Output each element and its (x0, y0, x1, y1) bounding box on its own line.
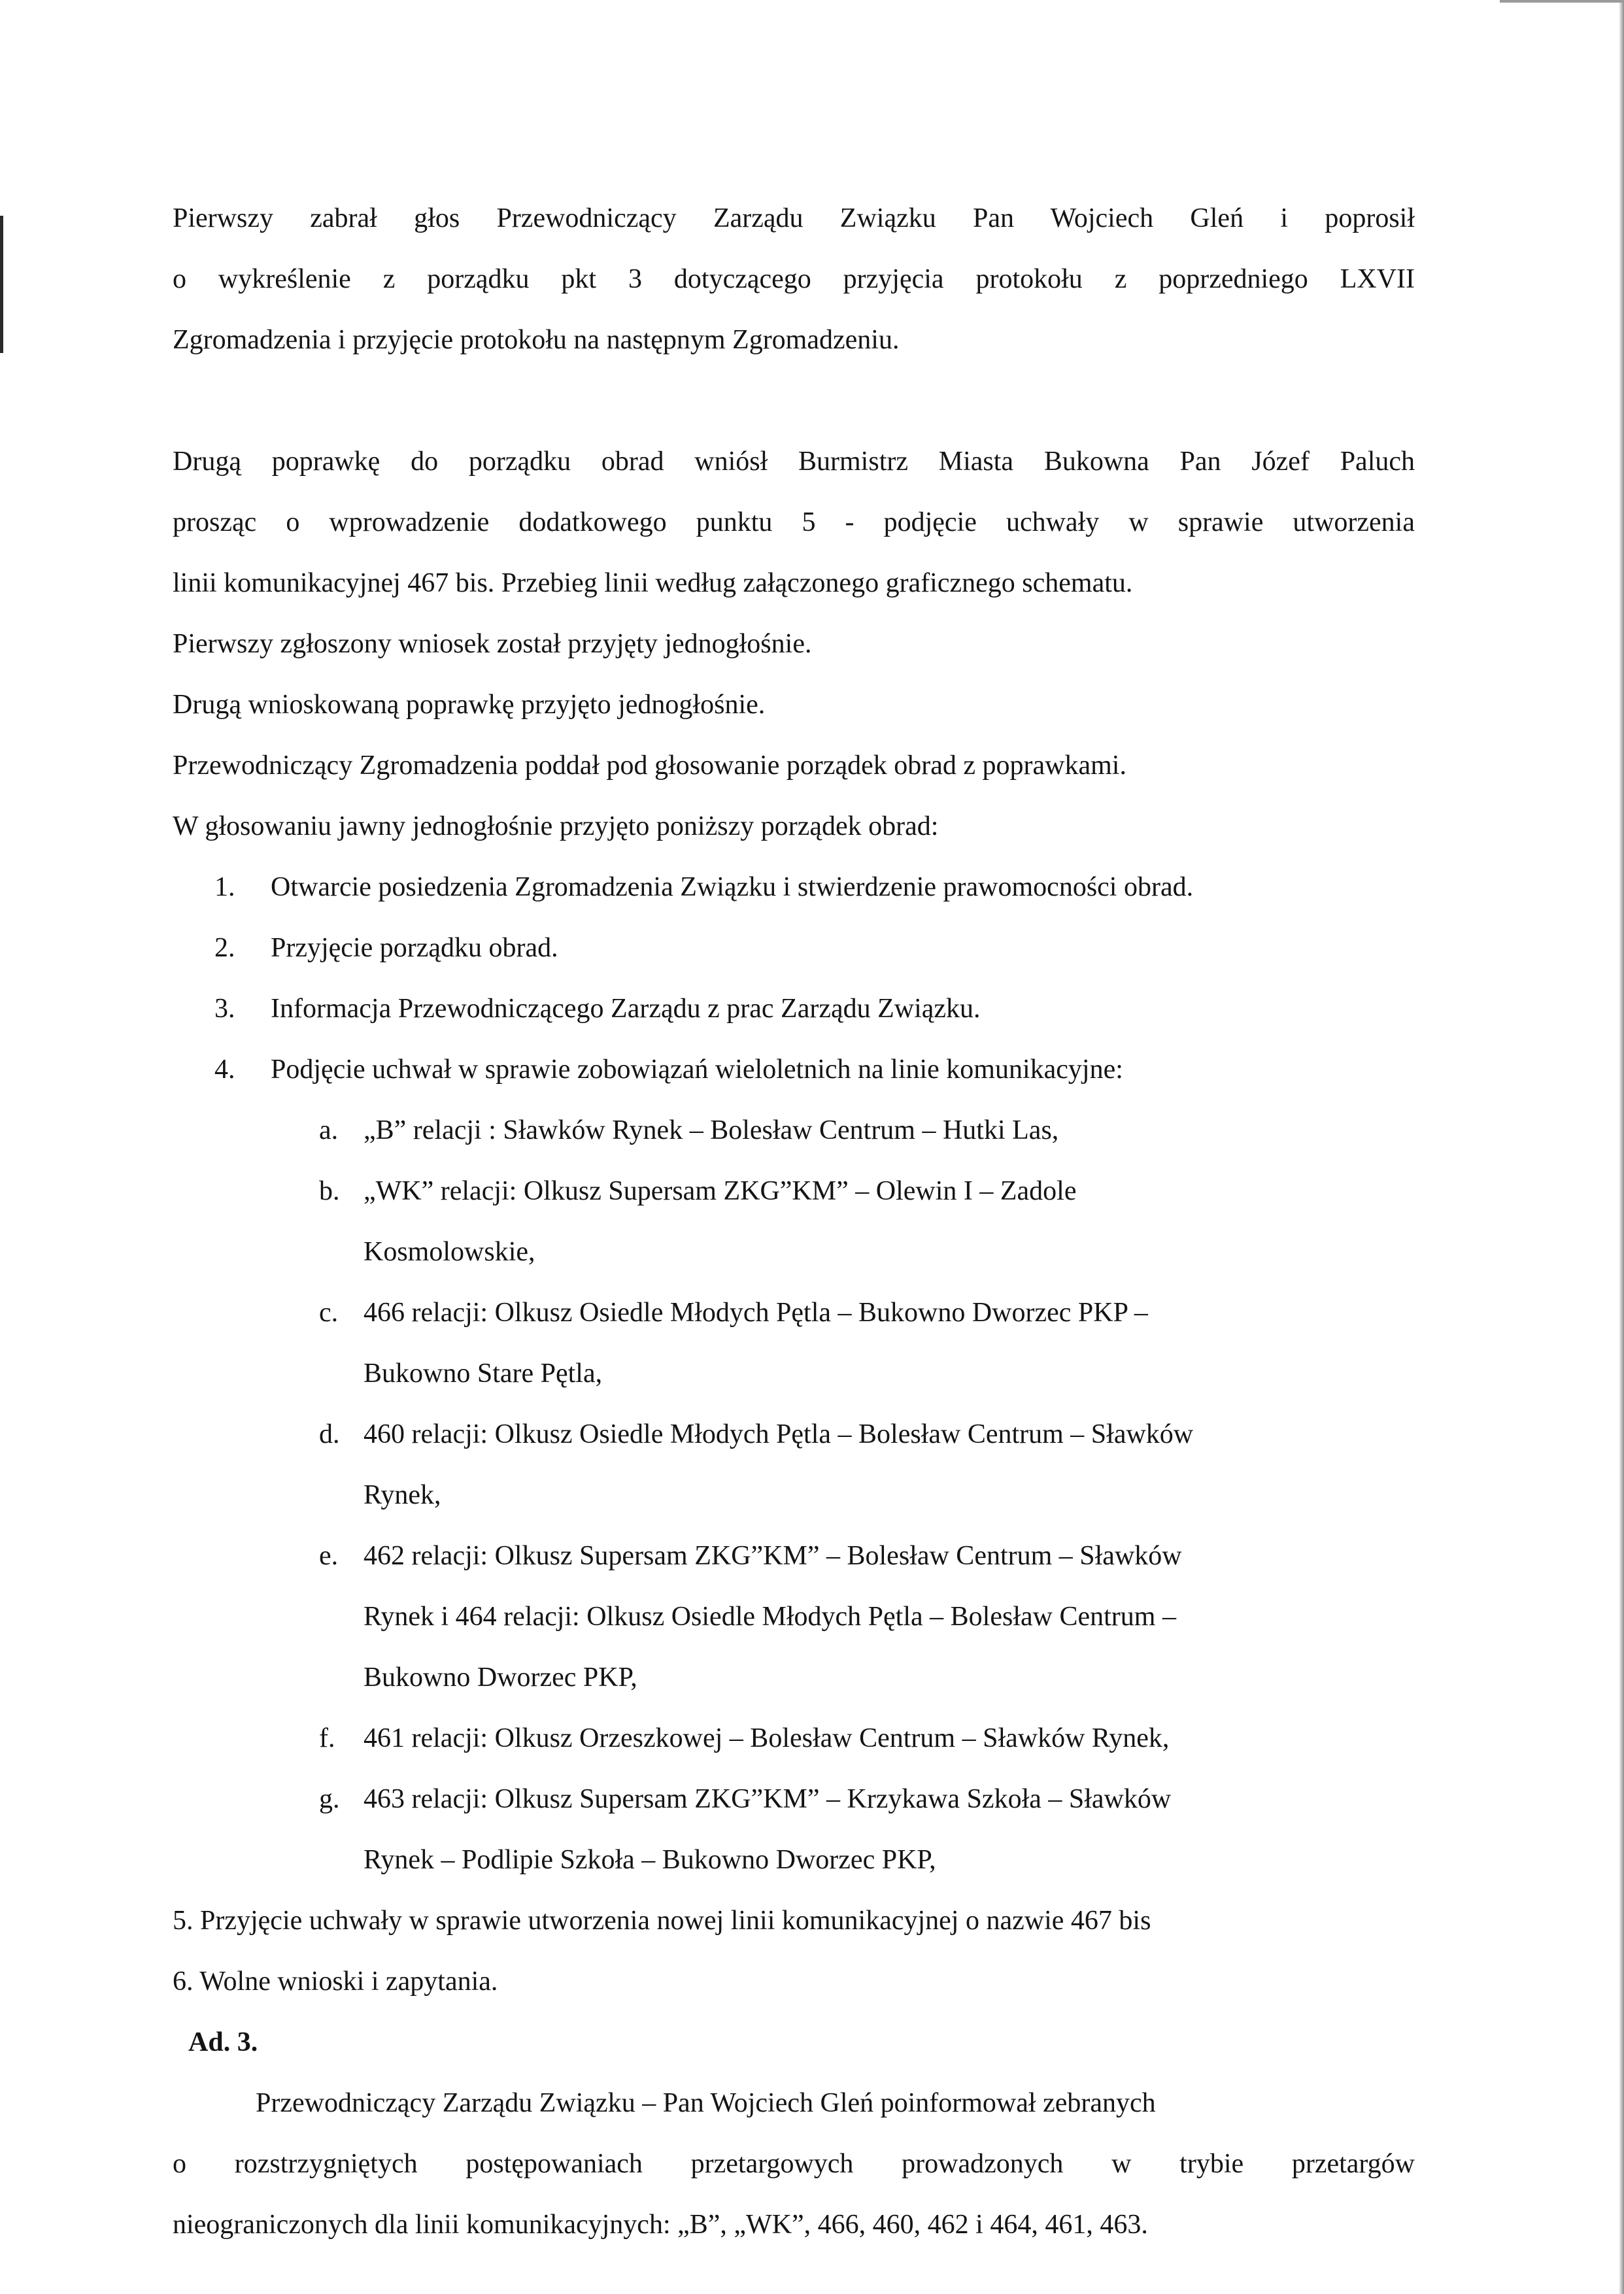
sub-item-c (173, 1283, 1415, 1343)
sub-item-text: 466 relacji: Olkusz Osiedle Młodych Pętla – Bukowno Dworzec PKP – (364, 1298, 1148, 1328)
agenda-item (173, 1039, 1415, 1100)
paragraph-line: Drugą poprawkę do porządku obrad wniósł Burmistrz Miasta Bukowna Pan Józef Paluch (173, 447, 1415, 477)
scan-artifact-right (1619, 0, 1624, 2294)
statement-line: Pierwszy zgłoszony wniosek został przyjęty jednogłośnie. (173, 629, 812, 659)
sub-item-letter: b. (319, 1176, 340, 1206)
agenda-text: Informacja Przewodniczącego Zarządu z prac Zarządu Związku. (271, 994, 981, 1024)
statement-line: W głosowaniu jawny jednogłośnie przyjęto poniższy porządek obrad: (173, 811, 939, 841)
paragraph-first-speaker (173, 188, 1415, 371)
agenda-text: Przyjęcie porządku obrad. (271, 933, 558, 963)
sub-item-g (173, 1769, 1415, 1830)
scan-artifact-left (0, 216, 3, 353)
sub-item-text: 461 relacji: Olkusz Orzeszkowej – Bolesław Centrum – Sławków Rynek, (364, 1723, 1170, 1753)
sub-item-continuation: Bukowno Dworzec PKP, (364, 1662, 637, 1693)
sub-item-letter: d. (319, 1419, 340, 1449)
sub-item-text: 462 relacji: Olkusz Supersam ZKG”KM” – Bolesław Centrum – Sławków (364, 1541, 1182, 1571)
sub-item-continuation: Rynek, (364, 1480, 441, 1510)
sub-item-continuation: Kosmolowskie, (364, 1237, 535, 1267)
sub-item-text: 463 relacji: Olkusz Supersam ZKG”KM” – Krzykawa Szkoła – Sławków (364, 1784, 1172, 1814)
sub-item-f (173, 1708, 1415, 1769)
paragraph-second-amendment (173, 431, 1415, 614)
document-body (173, 188, 1415, 2255)
sub-item-letter: e. (319, 1541, 339, 1571)
sub-item-continuation: Rynek – Podlipie Szkoła – Bukowno Dworzec PKP, (364, 1845, 936, 1875)
agenda-text: Podjęcie uchwał w sprawie zobowiązań wieloletnich na linie komunikacyjne: (271, 1054, 1123, 1085)
sub-item-letter: a. (319, 1115, 339, 1145)
sub-item-letter: f. (319, 1723, 335, 1753)
paragraph-gap (173, 371, 1415, 431)
section-heading: Ad. 3. (188, 2027, 258, 2057)
paragraph-tender-info (173, 2073, 1415, 2255)
vote-statements (173, 614, 1415, 857)
agenda-item (173, 918, 1415, 979)
sub-item-text: „B” relacji : Sławków Rynek – Bolesław Centrum – Hutki Las, (364, 1115, 1059, 1145)
paragraph-line: o wykreślenie z porządku pkt 3 dotyczącego przyjęcia protokołu z poprzedniego LXVII (173, 264, 1415, 294)
paragraph-line: Przewodniczący Zarządu Związku – Pan Wojciech Gleń poinformował zebranych (256, 2088, 1156, 2118)
sub-item-e (173, 1526, 1415, 1587)
agenda-item (173, 857, 1415, 918)
agenda-number: 2. (214, 933, 235, 963)
paragraph-line: linii komunikacyjnej 467 bis. Przebieg linii według załączonego graficznego schematu. (173, 568, 1133, 598)
sub-item-b (173, 1161, 1415, 1222)
sub-item-continuation: Bukowno Stare Pętla, (364, 1358, 603, 1389)
agenda-item-6: 6. Wolne wnioski i zapytania. (173, 1966, 498, 1997)
paragraph-line: prosząc o wprowadzenie dodatkowego punktu 5 - podjęcie uchwały w sprawie utworzenia (173, 507, 1415, 537)
agenda-text: Otwarcie posiedzenia Zgromadzenia Związku i stwierdzenie prawomocności obrad. (271, 872, 1194, 902)
agenda-item-5: 5. Przyjęcie uchwały w sprawie utworzenia nowej linii komunikacyjnej o nazwie 467 bis (173, 1906, 1151, 1936)
paragraph-line: Pierwszy zabrał głos Przewodniczący Zarządu Związku Pan Wojciech Gleń i poprosił (173, 203, 1415, 233)
agenda-list (173, 857, 1415, 2012)
sub-item-text: 460 relacji: Olkusz Osiedle Młodych Pętla – Bolesław Centrum – Sławków (364, 1419, 1194, 1449)
scan-artifact-top (1500, 0, 1624, 3)
agenda-sub-list (173, 1100, 1415, 1891)
sub-item-text: „WK” relacji: Olkusz Supersam ZKG”KM” – Olewin I – Zadole (364, 1176, 1077, 1206)
sub-item-continuation: Rynek i 464 relacji: Olkusz Osiedle Młodych Pętla – Bolesław Centrum – (364, 1602, 1176, 1632)
agenda-item (173, 979, 1415, 1039)
statement-line: Przewodniczący Zgromadzenia poddał pod głosowanie porządek obrad z poprawkami. (173, 751, 1126, 781)
sub-item-letter: c. (319, 1298, 339, 1328)
paragraph-line: nieograniczonych dla linii komunikacyjnych: „B”, „WK”, 466, 460, 462 i 464, 461, 463. (173, 2210, 1148, 2240)
sub-item-letter: g. (319, 1784, 340, 1814)
statement-line: Drugą wnioskowaną poprawkę przyjęto jednogłośnie. (173, 690, 766, 720)
paragraph-line: o rozstrzygniętych postępowaniach przetargowych prowadzonych w trybie przetargów (173, 2149, 1415, 2179)
sub-item-a (173, 1100, 1415, 1161)
agenda-number: 4. (214, 1054, 235, 1085)
paragraph-line: Zgromadzenia i przyjęcie protokołu na następnym Zgromadzeniu. (173, 325, 900, 355)
agenda-number: 3. (214, 994, 235, 1024)
sub-item-d (173, 1404, 1415, 1465)
agenda-number: 1. (214, 872, 235, 902)
